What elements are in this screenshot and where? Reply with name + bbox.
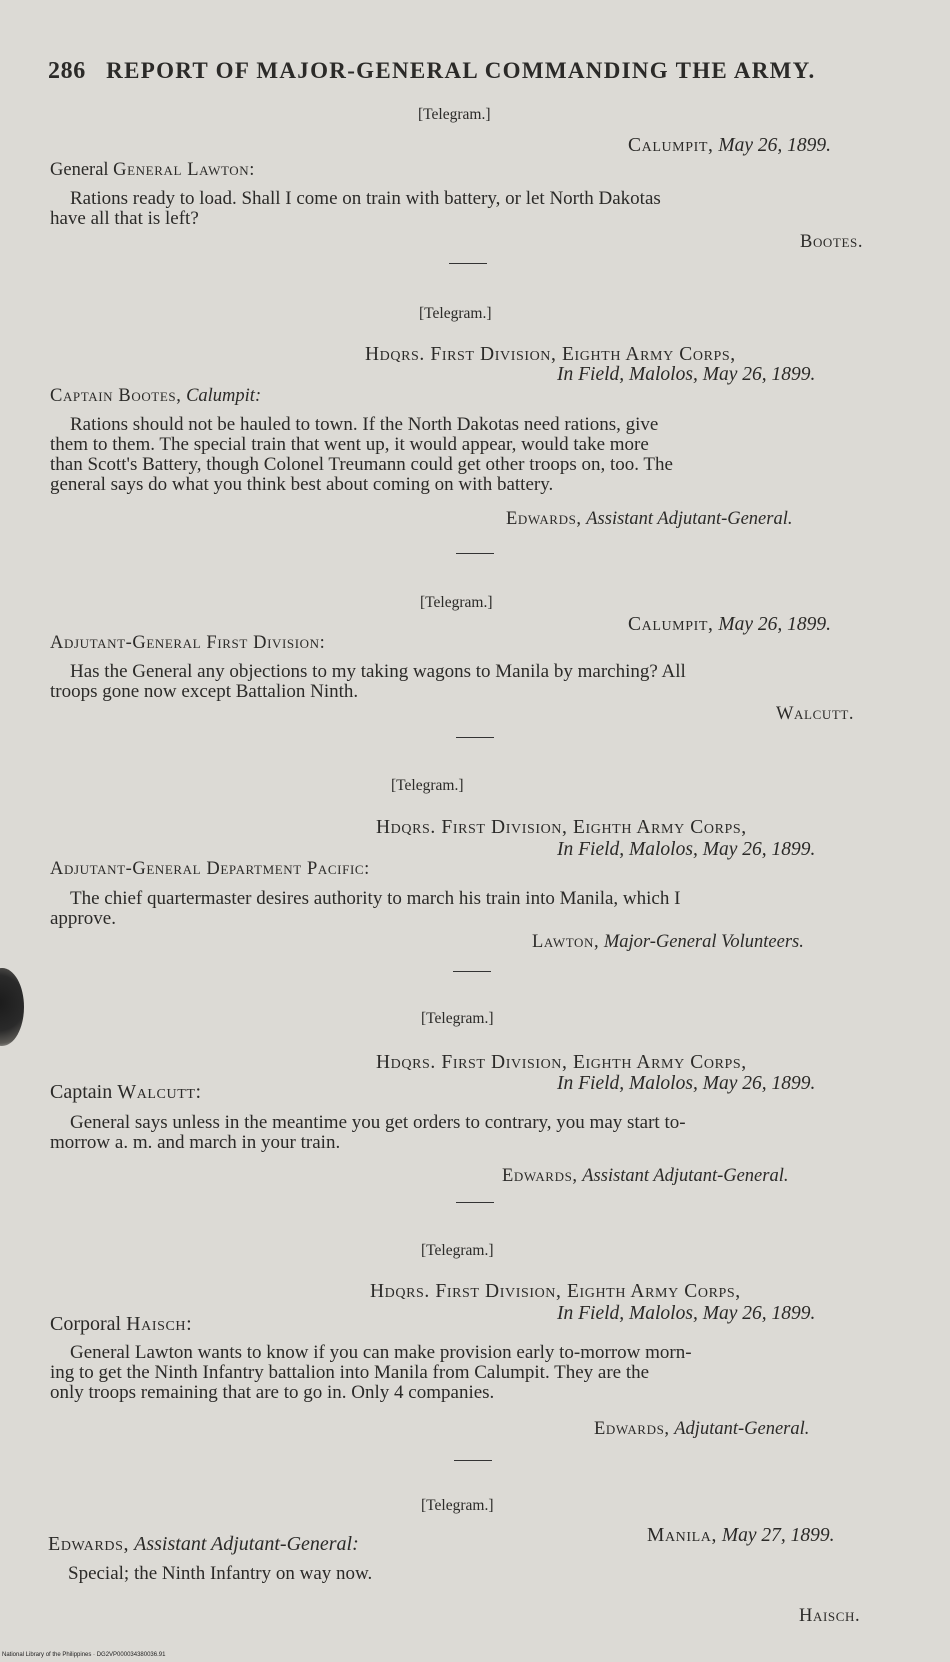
message-body: General says unless in the meantime you get orders to contrary, you may start to- morrow a. m. and march in your train. [50,1112,686,1153]
message-signature: Bootes. [800,232,864,252]
message-body: Rations should not be hauled to town. If the North Dakotas need rations, give them to them. The special train that went up, it would appear, would take more than Scott's Battery, though Colonel Treumann could get other troops on, too. The general says do what you think best about coming on with battery. [50,414,673,495]
message-signature: Haisch. [799,1606,861,1626]
message-dateline: Calumpit, May 26, 1899. [628,135,832,156]
scan-blot [0,968,24,1046]
section-divider [454,1460,492,1461]
section-divider [456,737,494,738]
message-dateline: Calumpit, May 26, 1899. [628,614,832,635]
message-addressee: General General Lawton: [50,160,255,180]
message-hq-line: Hdqrs. First Division, Eighth Army Corps, [376,1052,747,1073]
telegram-label: [Telegram.] [421,1010,494,1027]
telegram-label: [Telegram.] [419,305,492,322]
message-body: Has the General any objections to my taking wagons to Manila by marching? All troops gone now except Battalion Ninth. [50,661,686,702]
message-body: Special; the Ninth Infantry on way now. [68,1563,373,1584]
message-signature: Edwards, Assistant Adjutant-General. [502,1166,789,1186]
message-signature: Edwards, Adjutant-General. [594,1419,810,1439]
message-hq-line: Hdqrs. First Division, Eighth Army Corps, [370,1281,741,1302]
message-dateline: In Field, Malolos, May 26, 1899. [557,1073,816,1094]
message-addressee: Adjutant-General Department Pacific: [50,859,370,879]
section-divider [456,553,494,554]
telegram-label: [Telegram.] [418,106,491,123]
message-addressee: Captain Bootes, Calumpit: [50,386,262,406]
message-body: The chief quartermaster desires authority to march his train into Manila, which I approve. [50,888,681,929]
section-divider [453,971,491,972]
message-addressee: Captain Walcutt: [50,1081,202,1103]
telegram-label: [Telegram.] [391,777,464,794]
message-body: General Lawton wants to know if you can make provision early to-morrow morn- ing to get the Ninth Infantry battalion into Manila from Calumpit. They are the only troops remaining that are to go in. Only 4 companies. [50,1342,692,1403]
message-dateline: Manila, May 27, 1899. [647,1525,835,1546]
telegram-label: [Telegram.] [421,1497,494,1514]
message-dateline: In Field, Malolos, May 26, 1899. [557,364,816,385]
message-hq-line: Hdqrs. First Division, Eighth Army Corps, [376,817,747,838]
message-signature: Edwards, Assistant Adjutant-General. [506,509,793,529]
message-body: Rations ready to load. Shall I come on train with battery, or let North Dakotas have all that is left? [50,188,661,229]
scan-footer: National Library of the Philippines · DG2VP000034380036.91 [2,1652,166,1658]
message-hq-line: Hdqrs. First Division, Eighth Army Corps, [365,344,736,365]
message-dateline: In Field, Malolos, May 26, 1899. [557,839,816,860]
message-addressee: Edwards, Assistant Adjutant-General: [48,1533,359,1555]
running-title: REPORT OF MAJOR-GENERAL COMMANDING THE ARMY. [106,58,816,83]
section-divider [449,263,487,264]
section-divider [456,1202,494,1203]
message-signature: Walcutt. [776,704,855,724]
message-addressee: Corporal Haisch: [50,1313,192,1335]
page-header [48,58,816,85]
message-dateline: In Field, Malolos, May 26, 1899. [557,1303,816,1324]
telegram-label: [Telegram.] [421,1242,494,1259]
page-number: 286 [48,58,86,84]
message-signature: Lawton, Major-General Volunteers. [532,932,804,952]
telegram-label: [Telegram.] [420,594,493,611]
message-addressee: Adjutant-General First Division: [50,633,326,653]
